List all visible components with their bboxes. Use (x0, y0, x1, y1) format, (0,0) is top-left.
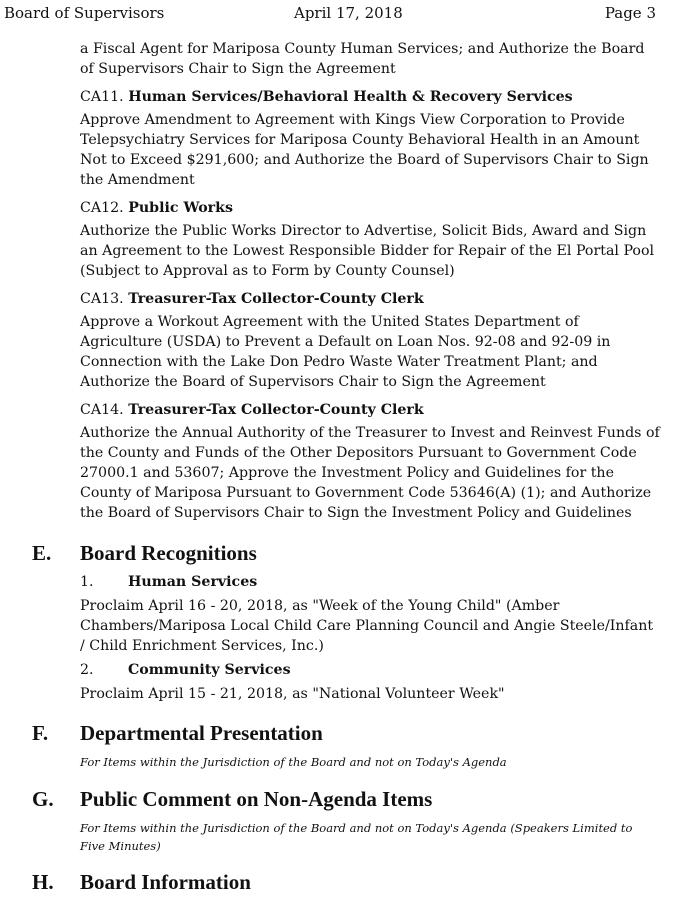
recognition-heading (80, 660, 291, 680)
header-board-name: Board of Supervisors (4, 4, 165, 22)
consent-item-heading (80, 289, 424, 309)
consent-item-heading (80, 87, 573, 107)
consent-item-text: Approve Amendment to Agreement with Kings View Corporation to Provide Telepsychiatry Services for Mariposa County Behavioral Health in an Amount Not to Exceed $291,600; and Authorize the Board of Supervisors Chair to Sign the Amendment (80, 112, 649, 188)
consent-item-text: Approve a Workout Agreement with the United States Department of Agriculture (USDA) to Prevent a Default on Loan Nos. 92-08 and 92-09 in Connection with the Lake Don Pedro Waste Water Treatment Plant; and Authorize the Board of Supervisors Chair to Sign the Agreement (80, 314, 611, 390)
recognition-heading (80, 572, 257, 592)
item-code: CA13. (80, 291, 124, 307)
section-letter: H. (32, 870, 54, 894)
section-letter: F. (32, 721, 49, 745)
consent-item-heading (80, 400, 424, 420)
continued-item-text: a Fiscal Agent for Mariposa County Human Services; and Authorize the Board of Supervisors Chair to Sign the Agreement (80, 41, 645, 77)
header-date: April 17, 2018 (294, 4, 403, 22)
section-title: Departmental Presentation (80, 721, 323, 745)
item-department: Public Works (128, 200, 233, 216)
section-note: For Items within the Jurisdiction of the Board and not on Today's Agenda (80, 755, 507, 769)
header-page-number: Page 3 (604, 4, 656, 22)
item-department: Community Services (128, 662, 291, 678)
section-note: For Items within the Jurisdiction of the Board and not on Today's Agenda (Speakers Limited to Five Minutes) (80, 821, 633, 853)
item-code: CA11. (80, 89, 124, 105)
item-code: CA14. (80, 402, 124, 418)
consent-item-heading (80, 198, 233, 218)
section-letter: G. (32, 787, 54, 811)
section-title: Public Comment on Non-Agenda Items (80, 787, 433, 811)
item-department: Human Services (128, 574, 258, 590)
item-department: Treasurer-Tax Collector-County Clerk (128, 402, 424, 418)
section-title: Board Recognitions (80, 541, 257, 565)
item-number: 2. (80, 662, 94, 678)
item-code: CA12. (80, 200, 124, 216)
section-title: Board Information (80, 870, 251, 894)
consent-item-text: Authorize the Public Works Director to Advertise, Solicit Bids, Award and Sign an Agreement to the Lowest Responsible Bidder for Repair of the El Portal Pool (Subject to Approval as to Form by County Counsel) (80, 223, 655, 279)
consent-item-text: Authorize the Annual Authority of the Treasurer to Invest and Reinvest Funds of the County and Funds of the Other Depositors Pursuant to Government Code 27000.1 and 53607; Approve the Investment Policy and Guidelines for the County of Mariposa Pursuant to Government Code 53646(A) (1); and Authorize the Board of Supervisors Chair to Sign the Investment Policy and Guidelines (80, 425, 660, 521)
recognition-text: Proclaim April 15 - 21, 2018, as "National Volunteer Week" (80, 686, 505, 702)
item-number: 1. (80, 574, 94, 590)
item-department: Human Services/Behavioral Health & Recovery Services (128, 89, 573, 105)
item-department: Treasurer-Tax Collector-County Clerk (128, 291, 424, 307)
recognition-text: Proclaim April 16 - 20, 2018, as "Week of the Young Child" (Amber Chambers/Mariposa Local Child Care Planning Council and Angie Steele/Infant / Child Enrichment Services, Inc.) (80, 598, 654, 654)
section-letter: E. (32, 541, 52, 565)
